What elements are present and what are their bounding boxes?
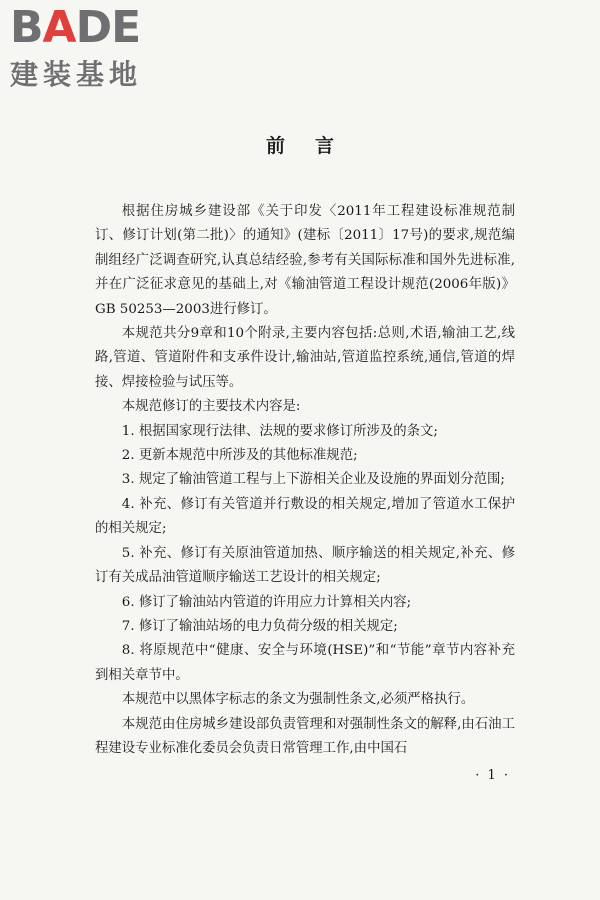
paragraph: 本规范共分9章和10个附录,主要内容包括:总则,术语,输油工艺,线路,管道、管道附件和支承件设计,输油站,管道监控系统,通信,管道的焊接、焊接检验与试压等。 — [95, 326, 515, 390]
logo-letter-accent: A — [42, 2, 76, 53]
logo-letter: D — [75, 2, 112, 53]
list-item: 6. 修订了输油站内管道的许用应力计算相关内容; — [121, 594, 412, 610]
list-item: 5. 补充、修订有关原油管道加热、顺序输送的相关规定,补充、修订有关成品油管道顺序输送工艺设计的相关规定; — [95, 545, 515, 586]
list-item: 7. 修订了输油站场的电力负荷分级的相关规定; — [121, 618, 398, 634]
list-item: 1. 根据国家现行法律、法规的要求修订所涉及的条文; — [121, 423, 438, 439]
paragraph: 根据住房城乡建设部《关于印发〈2011年工程建设标准规范制订、修订计划(第二批)〉的通知》(建标〔2011〕17号)的要求,规范编制组经广泛调查研究,认真总结经验,参考有关国际标准和国外先进标准,并在广泛征求意见的基础上,对《输油管道工程设计规范(2006年版)》GB 50253—2003进行修订。 — [95, 204, 515, 317]
logo-letters — [10, 2, 190, 53]
logo-letter: B — [10, 2, 43, 53]
logo-subtitle: 建装基地 — [10, 58, 143, 91]
logo-letter: E — [111, 2, 141, 53]
preface-body — [95, 200, 515, 761]
list-item: 3. 规定了输油管道工程与上下游相关企业及设施的界面划分范围; — [121, 472, 505, 488]
page-number: · 1 · — [475, 768, 510, 783]
paragraph: 本规范修订的主要技术内容是: — [121, 399, 301, 415]
paragraph: 本规范中以黑体字标志的条文为强制性条文,必须严格执行。 — [121, 692, 475, 708]
page-title: 前言 — [265, 135, 364, 157]
list-item: 8. 将原规范中“健康、安全与环境(HSE)”和“节能”章节内容补充到相关章节中。 — [95, 643, 515, 683]
list-item: 2. 更新本规范中所涉及的其他标准规范; — [121, 448, 358, 464]
paragraph: 本规范由住房城乡建设部负责管理和对强制性条文的解释,由石油工程建设专业标准化委员会负责日常管理工作,由中国石 — [95, 716, 515, 756]
list-item: 4. 补充、修订有关管道并行敷设的相关规定,增加了管道水工保护的相关规定; — [95, 496, 515, 537]
bade-logo — [10, 2, 190, 94]
